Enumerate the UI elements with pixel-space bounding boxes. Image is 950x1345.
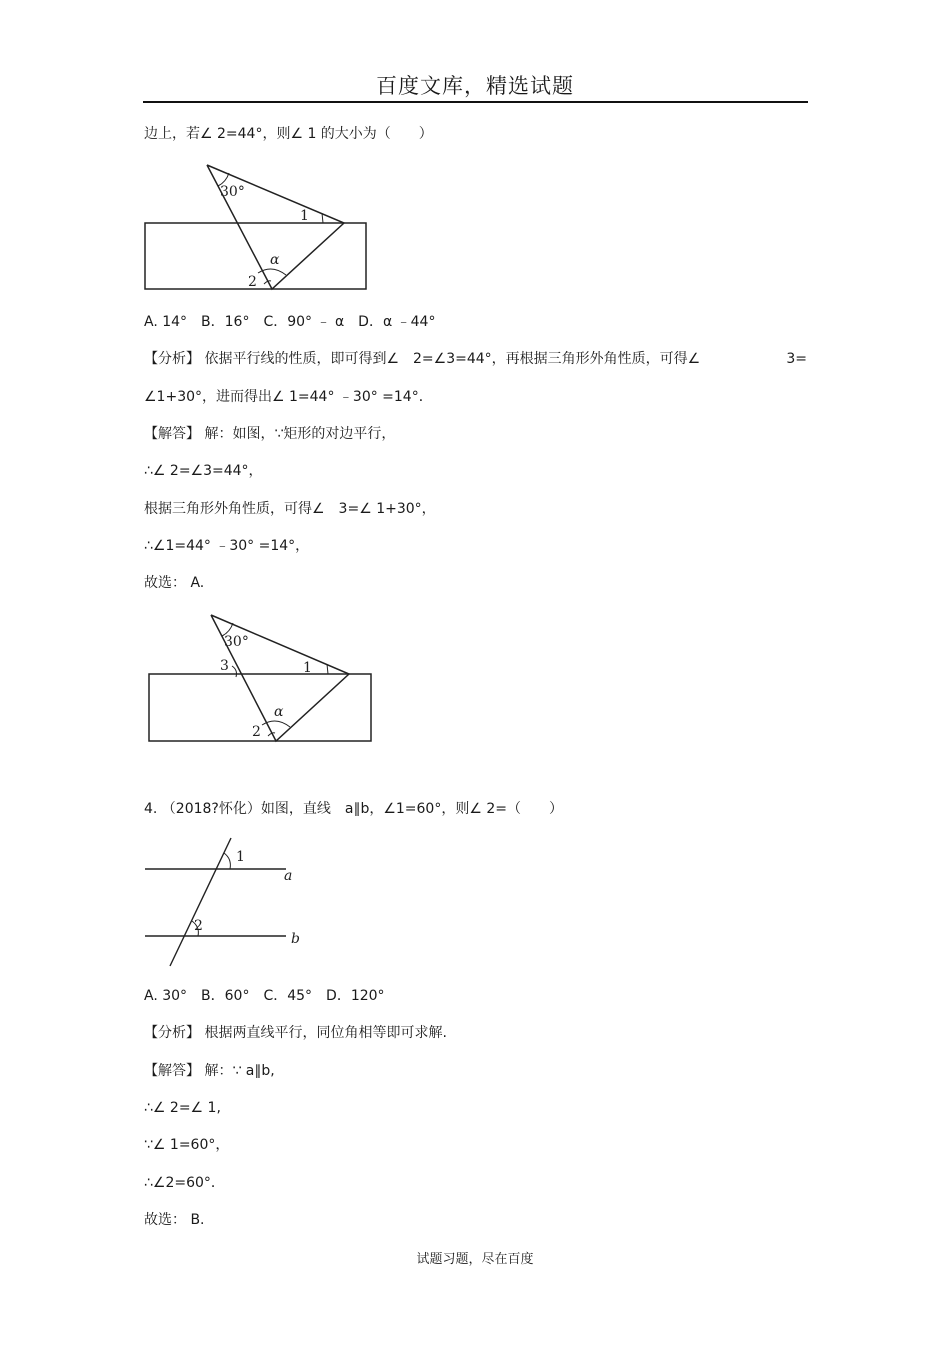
q3-analysis-line1: 【分析】 依据平行线的性质，即可得到∠ 2=∠3=44°，再根据三角形外角性质，可得∠ — [144, 351, 701, 367]
figure-parallel-lines — [140, 835, 320, 970]
q3-step-3: ∴∠1=44° ﹣30° =14°， — [144, 538, 310, 554]
figure3-label-b: b — [291, 931, 300, 947]
q4-choice: 故选： B. — [144, 1212, 205, 1228]
q3-answer-intro: 【解答】 解：如图，∵矩形的对边平行， — [144, 426, 396, 442]
figure2-label-1: 1 — [303, 660, 312, 676]
figure-triangle-solution — [144, 610, 384, 750]
q3-step-2: 根据三角形外角性质，可得∠ 3=∠ 1+30°， — [144, 501, 436, 517]
figure1-label-1: 1 — [300, 208, 309, 224]
figure2-label-alpha: α — [274, 704, 284, 720]
q3-choice: 故选： A. — [144, 575, 205, 591]
figure2-label-3: 3 — [220, 658, 229, 674]
header-divider — [143, 101, 808, 103]
q4-step-3: ∴∠2=60°． — [144, 1175, 225, 1191]
figure2-label-2: 2 — [252, 724, 261, 740]
figure2-angle-30: 30° — [224, 634, 249, 650]
q4-analysis: 【分析】 根据两直线平行，同位角相等即可求解. — [144, 1025, 447, 1041]
q3-analysis-line1-tail: 3= — [786, 351, 807, 367]
figure-triangle-on-rectangle — [140, 160, 380, 300]
q4-options: A. 30° B．60° C．45° D．120° — [144, 988, 385, 1004]
figure1-label-2: 2 — [248, 274, 257, 290]
q3-step-1: ∴∠ 2=∠3=44°， — [144, 463, 263, 479]
figure1-angle-30: 30° — [220, 184, 245, 200]
figure3-label-2: 2 — [194, 918, 203, 934]
q3-stem: 边上，若∠ 2=44°，则∠ 1 的大小为（ ） — [144, 126, 433, 142]
q4-answer-intro: 【解答】 解：∵ a∥b, — [144, 1063, 275, 1079]
q3-options: A. 14° B．16° C．90° ﹣ α D．α ﹣44° — [144, 314, 436, 330]
q3-analysis-line2: ∠1+30°，进而得出∠ 1=44° ﹣30° =14°． — [144, 389, 433, 405]
figure3-label-1: 1 — [236, 849, 245, 865]
q4-step-1: ∴∠ 2=∠ 1, — [144, 1100, 221, 1116]
q4-stem: 4. （2018?怀化）如图，直线 a∥b，∠1=60°，则∠ 2=（ ） — [144, 801, 563, 817]
figure3-label-a: a — [284, 868, 293, 884]
page-header-title: 百度文库，精选试题 — [376, 74, 574, 98]
q4-step-2: ∵∠ 1=60°， — [144, 1137, 230, 1153]
page-footer: 试题习题，尽在百度 — [416, 1252, 534, 1267]
figure1-label-alpha: α — [270, 252, 280, 268]
